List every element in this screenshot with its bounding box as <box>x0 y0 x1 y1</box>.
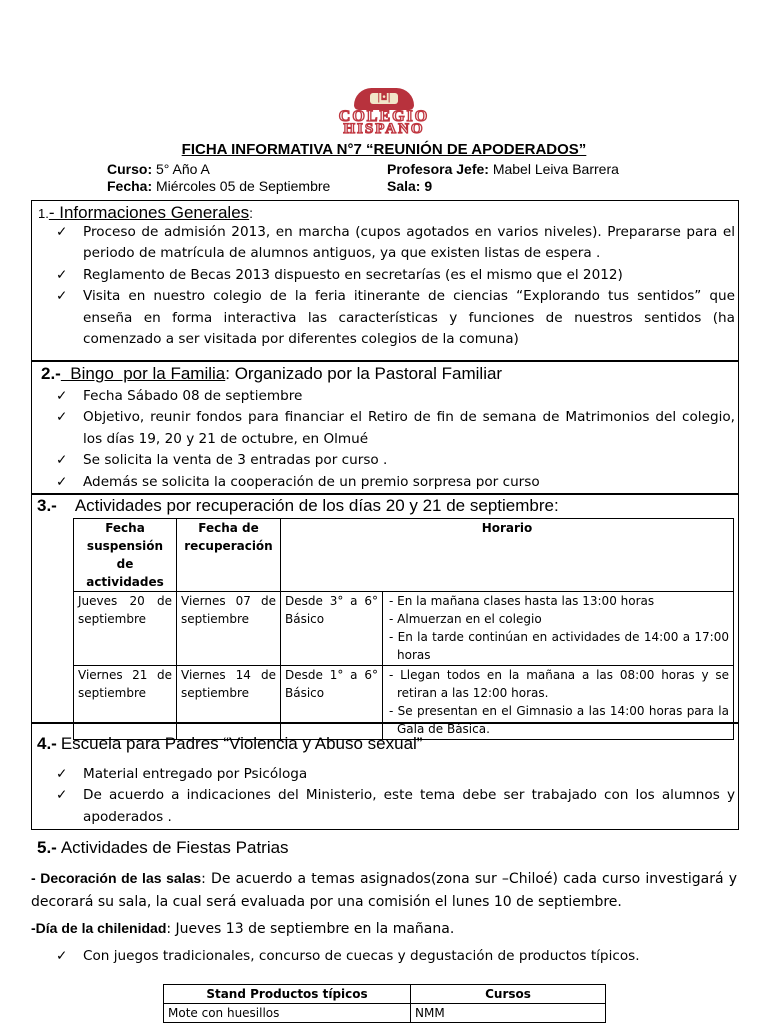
list-item: ✓ Con juegos tradicionales, concurso de cuecas y degustación de productos típicos. <box>50 946 735 967</box>
logo-line2: HISPANO <box>343 121 425 137</box>
decoracion-paragraph: - Decoración de las salas: De acuerdo a temas asignados(zona sur –Chiloé) cada curso investigará y decorará su sala, la cual será evaluada por una comisión el lunes 10 de septiembre. <box>31 870 737 910</box>
checkmark-icon: ✓ <box>56 452 68 469</box>
list-item: ✓ Fecha Sábado 08 de septiembre <box>50 386 735 407</box>
table-row: Jueves 20 de septiembre Viernes 07 de septiembre Desde 3° a 6° Básico - En la mañana clases hasta las 13:00 horas - Almuerzan en el colegio - En la tarde continúan en actividades de 14:00 a 17:00 horas <box>74 592 734 666</box>
section-2-list <box>50 386 735 493</box>
checkmark-icon: ✓ <box>56 409 68 426</box>
checkmark-icon: ✓ <box>56 948 68 964</box>
checkmark-icon: ✓ <box>56 388 68 404</box>
table-header: Horario <box>281 519 734 592</box>
table-row: Mote con huesillos NMM <box>164 1004 606 1023</box>
meta-fecha: Fecha: Miércoles 05 de Septiembre <box>107 178 331 194</box>
list-item: ✓ Además se solicita la cooperación de un premio sorpresa por curso <box>50 472 735 493</box>
list-item: ✓ Se solicita la venta de 3 entradas por curso . <box>50 450 735 471</box>
checkmark-icon: ✓ <box>56 766 68 782</box>
list-item: ✓ Proceso de admisión 2013, en marcha (cupos agotados en varios niveles). Prepararse para el periodo de matrícula de alumnos antiguos, ya que existen listas de espera . <box>56 224 735 262</box>
section-4-heading: 4.- Escuela para Padres “Violencia y Abuso sexual” <box>37 734 423 753</box>
list-item: ✓ Reglamento de Becas 2013 dispuesto en secretarías (es el mismo que el 2012) <box>50 265 735 286</box>
section-1-list <box>50 222 735 350</box>
section-5-heading: 5.- Actividades de Fiestas Patrias <box>37 838 289 857</box>
section-5-list <box>50 946 735 967</box>
section-3-heading: 3.- Actividades por recuperación de los días 20 y 21 de septiembre: <box>37 496 559 515</box>
logo-line1: COLEGIO <box>338 108 430 125</box>
meta-curso: Curso: 5° Año A <box>107 161 210 177</box>
list-item: ✓ De acuerdo a indicaciones del Ministerio, este tema debe ser trabajado con los alumnos y apoderados . <box>56 787 735 825</box>
table-header: Stand Productos típicos <box>164 985 411 1004</box>
meta-profesora: Profesora Jefe: Mabel Leiva Barrera <box>387 161 619 177</box>
list-item: ✓ Objetivo, reunir fondos para financiar el Retiro de fin de semana de Matrimonios del colegio, los días 19, 20 y 21 de octubre, en Olmué <box>56 409 735 447</box>
checkmark-icon: ✓ <box>56 787 68 804</box>
table-header: Fecha suspensión de actividades <box>74 519 177 592</box>
table-row: Viernes 21 de septiembre Viernes 14 de septiembre Desde 1° a 6° Básico - Llegan todos en la mañana a las 08:00 horas y se retiran a las 12:00 horas. - Se presentan en el Gimnasio a las 14:00 horas para la Gala de Básica. <box>74 666 734 740</box>
checkmark-icon: ✓ <box>56 224 68 240</box>
list-item: ✓ Visita en nuestro colegio de la feria itinerante de ciencias “Explorando tus sentidos” que enseña en forma interactiva las características y funciones de nuestros sentidos (ha comenzado a ser visitada por diferentes colegios de la comuna) <box>56 288 735 348</box>
school-logo: |◘| COLEGIO HISPANO <box>288 88 480 136</box>
section-2-heading: 2.- Bingo por la Familia: Organizado por la Pastoral Familiar <box>41 364 503 383</box>
checkmark-icon: ✓ <box>56 288 68 305</box>
checkmark-icon: ✓ <box>56 266 68 283</box>
dia-chilenidad-paragraph: -Día de la chilenidad: Jueves 13 de septiembre en la mañana. <box>31 920 455 937</box>
section-1-heading: 1.- Informaciones Generales: <box>38 203 254 222</box>
meta-sala: Sala: 9 <box>387 178 433 194</box>
document-title: FICHA INFORMATIVA N°7 “REUNIÓN DE APODERADOS” <box>181 141 587 158</box>
list-item: ✓ Material entregado por Psicóloga <box>50 764 735 785</box>
table-header: Cursos <box>411 985 606 1004</box>
stand-table <box>163 984 606 1023</box>
section-4-list <box>50 764 735 828</box>
table-header: Fecha de recuperación <box>177 519 281 592</box>
schedule-table <box>73 518 734 740</box>
checkmark-icon: ✓ <box>56 473 68 490</box>
